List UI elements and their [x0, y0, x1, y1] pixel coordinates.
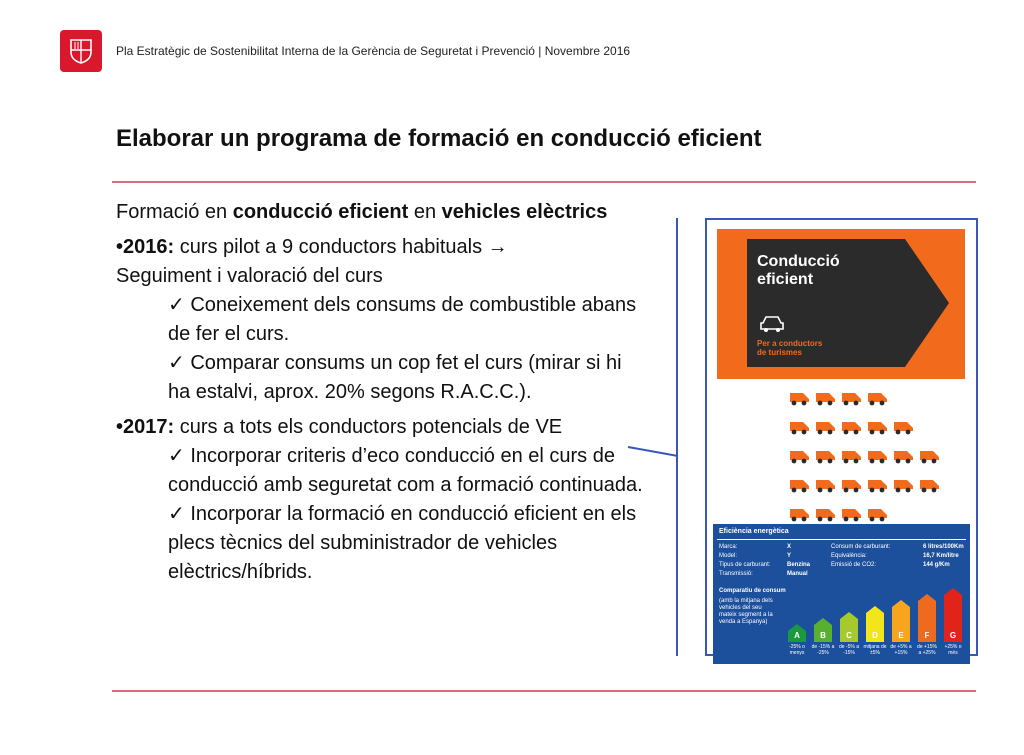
car-row	[788, 446, 940, 469]
efficiency-note: +25% o més	[944, 644, 962, 656]
label-value: Benzina	[787, 562, 811, 568]
cover-subtitle	[757, 339, 822, 357]
check-item-4: ✓ Incorporar la formació en conducció eficient en els plecs tècnics del subministrador de vehicles elèctrics/híbrids.	[168, 503, 637, 583]
comparative-title: Comparatiu de consum	[719, 588, 786, 594]
car-row	[788, 475, 940, 498]
label-key: Equivalència:	[831, 553, 867, 559]
efficiency-note: mitjana de ±5%	[863, 644, 887, 656]
car-pictogram-icon	[788, 475, 810, 498]
year-2017-label: •2017:	[116, 416, 175, 438]
energy-label-title: Eficiència energètica	[719, 528, 789, 535]
cover-title-line-1: Conducció	[757, 253, 840, 270]
car-pictogram-icon	[866, 388, 888, 411]
label-key: Emissió de CO2:	[831, 562, 877, 568]
car-pictogram-icon	[840, 417, 862, 440]
efficiency-class-label: G	[949, 631, 957, 640]
label-value: Manual	[787, 571, 808, 577]
cover-subtitle-line-2: de turismes	[757, 348, 802, 357]
efficiency-class-label: F	[924, 631, 930, 640]
label-value: 144 g/Km	[923, 562, 950, 568]
header-text: Pla Estratègic de Sostenibilitat Interna de la Gerència de Seguretat i Prevenció | Novembre 2016	[116, 44, 631, 58]
efficiency-bars	[788, 582, 968, 642]
label-value: 6 litres/100Km	[923, 544, 964, 550]
divider-bottom	[112, 690, 976, 692]
car-pictogram-icon	[892, 475, 914, 498]
car-pictogram-icon	[840, 475, 862, 498]
car-pictogram-icon	[814, 475, 836, 498]
car-pictogram-icon	[814, 446, 836, 469]
car-pictogram-icon	[788, 388, 810, 411]
car-pictogram-icon	[918, 475, 940, 498]
intro-text-2: en	[408, 201, 442, 223]
efficiency-note: -25% o menys	[789, 644, 805, 656]
label-value: X	[787, 544, 792, 550]
efficiency-note: de +5% a +15%	[890, 644, 912, 656]
energy-label-divider	[717, 539, 966, 540]
year-2017-text: curs a tots els conductors potencials de VE	[174, 416, 563, 438]
year-2016-follow: Seguiment i valoració del curs	[116, 265, 383, 287]
car-pictogram-icon	[866, 417, 888, 440]
car-icon	[759, 315, 785, 333]
page-title: Elaborar un programa de formació en conducció eficient	[116, 125, 762, 152]
label-value: Y	[787, 553, 792, 559]
right-arrow-icon: →	[487, 236, 508, 258]
efficiency-class-label: A	[794, 631, 800, 640]
check-item-2: ✓ Comparar consums un cop fet el curs (mirar si hi ha estalvi, aprox. 20% segons R.A.C.C.).	[168, 352, 622, 403]
label-key: Model:	[719, 553, 738, 559]
car-pictogram-icon	[866, 446, 888, 469]
car-pictogram-icon	[788, 417, 810, 440]
intro-bold-text: conducció eficient	[232, 201, 409, 223]
callout-bracket	[676, 218, 678, 656]
label-key: Consum de carburant:	[831, 544, 891, 550]
label-key: Marca:	[719, 544, 738, 550]
eco-driving-cover	[717, 229, 965, 379]
car-pictogram-icon	[892, 446, 914, 469]
intro-text: Formació en	[116, 201, 233, 223]
cover-arrow-icon	[905, 239, 949, 367]
efficiency-scale	[788, 582, 968, 642]
car-row	[788, 417, 940, 440]
energy-label	[713, 524, 970, 664]
year-2016-text: curs pilot a 9 conductors habituals	[174, 236, 483, 258]
label-key: Tipus de carburant:	[719, 562, 771, 568]
efficiency-class-label: B	[820, 631, 826, 640]
car-pictogram-grid	[788, 388, 940, 533]
car-pictogram-icon	[814, 417, 836, 440]
cover-title	[757, 253, 840, 289]
car-pictogram-icon	[840, 388, 862, 411]
efficiency-note: de -5% a -15%	[838, 644, 859, 656]
year-2016-label: •2016:	[116, 236, 175, 258]
cover-panel	[747, 239, 905, 367]
efficiency-class-label: D	[872, 631, 878, 640]
check-item-1: ✓ Coneixement dels consums de combustible abans de fer el curs.	[168, 294, 637, 345]
intro-bold-text-2: vehicles elèctrics	[441, 201, 608, 223]
cover-title-line-2: eficient	[757, 271, 814, 288]
car-pictogram-icon	[892, 417, 914, 440]
check-item-3: ✓ Incorporar criteris d’eco conducció en el curs de conducció amb seguretat com a formació continuada.	[168, 445, 643, 496]
efficiency-class-label: C	[846, 631, 852, 640]
car-pictogram-icon	[814, 388, 836, 411]
comparative-note: (amb la mitjana dels vehicles del seu mateix segment a la venda a Espanya)	[719, 598, 773, 625]
car-row	[788, 388, 940, 411]
label-key: Transmissió:	[719, 571, 753, 577]
car-pictogram-icon	[866, 475, 888, 498]
efficiency-class-label: E	[898, 631, 904, 640]
efficiency-note: de -15% a -25%	[811, 644, 835, 656]
efficiency-note: de +15% a +25%	[917, 644, 937, 656]
label-value: 16,7 Km/litre	[923, 553, 959, 559]
car-pictogram-icon	[840, 446, 862, 469]
car-pictogram-icon	[918, 446, 940, 469]
car-pictogram-icon	[788, 446, 810, 469]
cover-subtitle-line-1: Per a conductors	[757, 339, 823, 348]
